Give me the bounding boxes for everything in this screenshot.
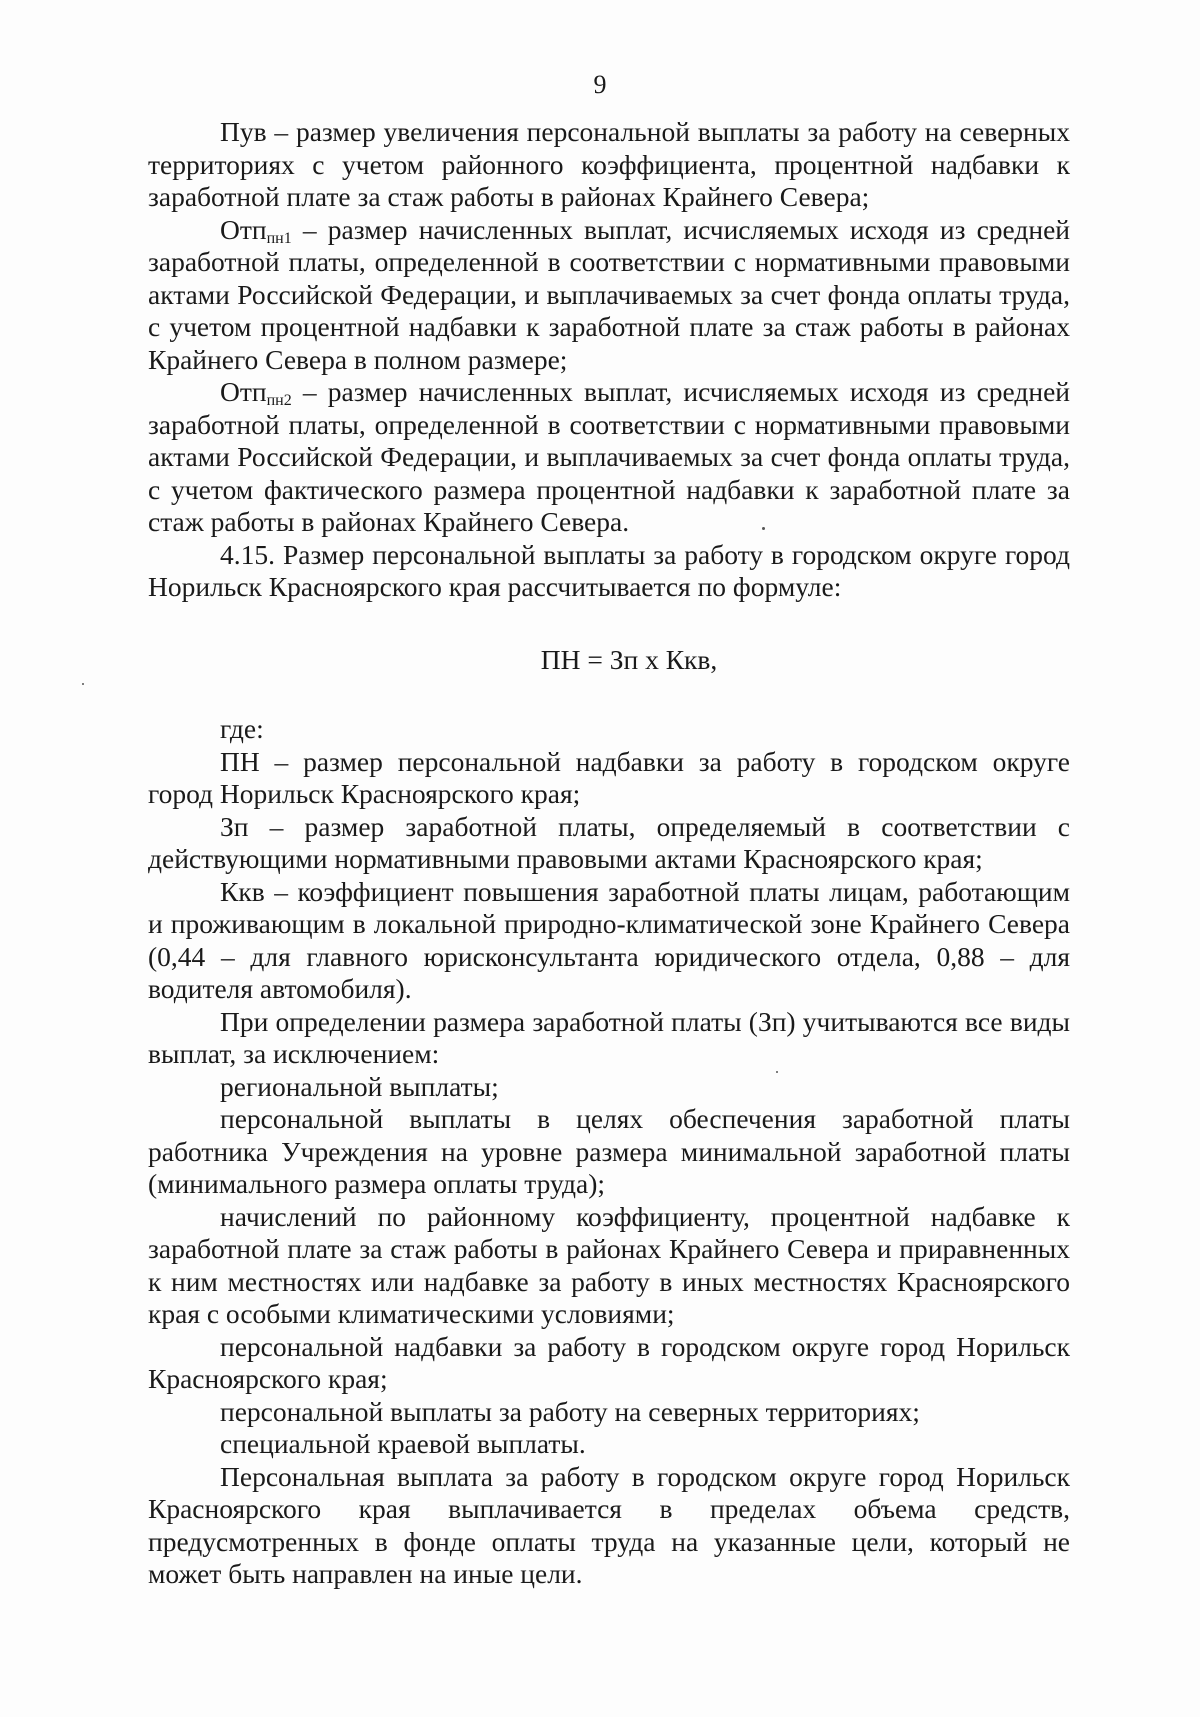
scan-speck: [762, 527, 765, 530]
exclusion-personal-minimum: персональной выплаты в целях обеспечения заработной платы работника Учреждения на уровне размера минимальной заработной платы (минимального размера оплаты труда);: [148, 1103, 1070, 1199]
paragraph-exclusions-intro: При определении размера заработной платы (Зп) учитываются все виды выплат, за исключением:: [148, 1005, 1070, 1069]
otp2-text: – размер начисленных выплат, исчисляемых исходя из средней заработной платы, определенной в соответствии с нормативными правовыми актами Российской Федерации, и выплачиваемых за счет фонда оплаты труда, с учетом фактического размера процентной надбавки к заработной плате за стаж работы в районах Крайнего Севера.: [148, 376, 1070, 537]
exclusion-special-regional: специальной краевой выплаты.: [220, 1428, 586, 1459]
paragraph-closing: Персональная выплата за работу в городском округе город Норильск Красноярского края выплачивается в пределах объема средств, предусмотренных в фонде оплаты труда на указанные цели, который не может быть направлен на иные цели.: [148, 1460, 1070, 1589]
exclusion-norilsk-allowance: персональной надбавки за работу в городском округе город Норильск Красноярского края;: [148, 1330, 1070, 1394]
exclusion-regional: региональной выплаты;: [220, 1070, 499, 1102]
exclusion-northern-payment: персональной выплаты за работу на северных территориях;: [220, 1395, 920, 1427]
scan-speck: [82, 683, 84, 685]
document-body: [148, 116, 1070, 1591]
page-number: 9: [593, 70, 607, 99]
otp1-subscript: пн1: [266, 229, 292, 247]
paragraph-puv-definition: Пув – размер увеличения персональной выплаты за работу на северных территориях с учетом районного коэффициента, процентной надбавки к заработной плате за стаж работы в районах Крайнего Севера;: [148, 116, 1070, 212]
paragraph-where: где:: [220, 713, 264, 744]
exclusion-accruals: начислений по районному коэффициенту, процентной надбавке к заработной плате за стаж работы в районах Крайнего Севера и приравненных к ним местностях или надбавке за работу в иных местностях Красноярского края с особыми климатическими условиями;: [148, 1200, 1070, 1329]
paragraph-kkv-definition: Ккв – коэффициент повышения заработной платы лицам, работающим и проживающим в локальной природно-климатической зоне Крайнего Севера (0,44 – для главного юрисконсультанта юридического отдела, 0,88 – для водителя автомобиля).: [148, 875, 1070, 1004]
scan-speck: [776, 1071, 778, 1073]
otp1-text: – размер начисленных выплат, исчисляемых исходя из средней заработной платы, определенной в соответствии с нормативными правовыми актами Российской Федерации, и выплачиваемых за счет фонда оплаты труда, с учетом процентной надбавки к заработной плате за стаж работы в районах Крайнего Севера в полном размере;: [148, 213, 1070, 375]
paragraph-otp1-definition: [148, 214, 1070, 377]
paragraph-zp-definition: Зп – размер заработной платы, определяемый в соответствии с действующими нормативными правовыми актами Красноярского края;: [148, 810, 1070, 874]
otp2-symbol: Отп: [220, 376, 267, 407]
formula: ПН = Зп х Ккв,: [540, 643, 718, 675]
paragraph-item-4-15: 4.15. Размер персональной выплаты за работу в городском округе город Норильск Красноярского края рассчитывается по формуле:: [148, 538, 1070, 602]
otp2-subscript: пн2: [266, 392, 292, 409]
paragraph-otp2-definition: [148, 376, 1070, 539]
otp1-symbol: Отп: [220, 213, 267, 245]
paragraph-pn-definition: ПН – размер персональной надбавки за работу в городском округе город Норильск Красноярского края;: [148, 745, 1070, 809]
